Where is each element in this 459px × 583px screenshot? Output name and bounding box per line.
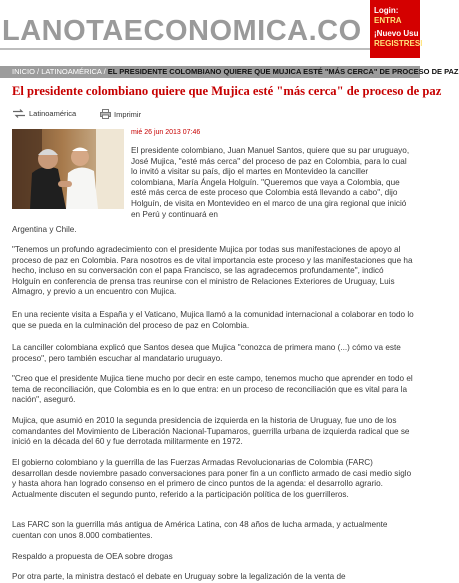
logo-divider <box>0 48 372 50</box>
section-subheading: Respaldo a propuesta de OEA sobre drogas <box>12 552 173 561</box>
entra-link[interactable]: ENTRA <box>374 16 402 25</box>
login-panel <box>370 0 423 58</box>
printer-icon <box>100 109 111 119</box>
breadcrumb-separator: / <box>101 67 108 76</box>
breadcrumb-inicio[interactable]: INICIO <box>12 67 35 76</box>
category-tool[interactable] <box>12 109 76 118</box>
breadcrumb-section[interactable]: LATINOAMÉRICA <box>41 67 102 76</box>
body-paragraph: Mujica, que asumió en 2010 la segunda presidencia de izquierda en la historia de Uruguay, fue uno de los comandantes del Movimiento de Liberación Nacional-Tupamaros, guerrilla urbana de izquierda radical que se inició en la década del 60 y fue derrotada militarmente en 1972. <box>12 416 410 447</box>
body-paragraph: En una reciente visita a España y el Vaticano, Mujica llamó a la comunidad internacional a colaborar en todo lo que se pueda en la culminación del proceso de paz en Colombia. <box>12 310 414 330</box>
article-photo <box>12 129 124 209</box>
nuevo-usuario-label: ¡Nuevo Usu <box>374 29 419 38</box>
article-title: El presidente colombiano quiere que Mujica esté "más cerca" de proceso de paz <box>12 84 442 98</box>
site-logo[interactable]: LANOTAECONOMICA.CO <box>2 15 362 47</box>
lead-paragraph-cont: Argentina y Chile. <box>12 225 77 234</box>
login-label: Login: <box>374 6 399 15</box>
article-date: mié 26 jun 2013 07:46 <box>131 129 201 136</box>
body-paragraph: "Tenemos un profundo agradecimiento con el presidente Mujica por todas sus manifestaciones de apoyo al proceso de paz en Colombia. Para nosotros es de vital importancia este proceso y las manifestaciones que ha hecho, incluso en su conversación con el papa Francisco, se las agradecemos profundamente", indicó Holguín en conferencia de prensa tras reunirse con el ministro de Relaciones Exteriores de Uruguay, Luis Almagro, y previo a un encuentro con Mujica. <box>12 245 413 297</box>
body-paragraph: La canciller colombiana explicó que Santos desea que Mujica "conozca de primera mano (...) cómo va este proceso", pero también escuchar al mandatario uruguayo. <box>12 343 401 363</box>
registrese-link[interactable]: REGISTRESI <box>374 39 423 48</box>
breadcrumb-current: EL PRESIDENTE COLOMBIANO QUIERE QUE MUJICA ESTÉ "MÁS CERCA" DE PROCESO DE PAZ <box>107 67 459 76</box>
lead-paragraph: El presidente colombiano, Juan Manuel Santos, quiere que su par uruguayo, José Mujica, "esté más cerca" del proceso de paz en Colombia, para lo cual lo invitó a visitar su país, dijo el martes en Montevideo la canciller colombiana, María Ángela Holguín. "Queremos que vaya a Colombia, que esté más cerca de este proceso que Colombia está llevando a cabo", dijo Holguín, de visita en Montevideo en el marco de una gira regional que inició en Perú y continuará en <box>131 146 410 219</box>
body-paragraph: Por otra parte, la ministra destacó el debate en Uruguay sobre la legalización de la venta de <box>12 572 346 581</box>
print-button[interactable] <box>100 109 141 119</box>
breadcrumb-separator: / <box>34 67 42 76</box>
category-tool-label: Latinoamérica <box>29 109 77 118</box>
print-label: Imprimir <box>114 109 142 119</box>
body-paragraph: El gobierno colombiano y la guerrilla de las Fuerzas Armadas Revolucionarias de Colombia (FARC) desarrollan desde noviembre pasado conversaciones para poner fin a un conflicto armado de casi medio siglo y hasta ahora han logrado consenso en el primero de cinco puntos de la agenda: el desarrollo agrario. Actualmente discuten el segundo punto, referido a la participación política de los guerrilleros. <box>12 458 412 499</box>
body-paragraph: Las FARC son la guerrilla más antigua de América Latina, con 48 años de lucha armada, y actualmente cuentan con unos 8.000 combatientes. <box>12 520 388 540</box>
breadcrumb <box>12 67 459 77</box>
site-header <box>0 0 423 62</box>
category-arrows-icon <box>12 109 26 118</box>
body-paragraph: "Creo que el presidente Mujica tiene mucho por decir en este campo, tenemos mucho que aprender en todo el tema de reconciliación, que Colombia es en lo que entra: en un proceso de reconciliación que es vital para la nación", aseguró. <box>12 374 413 405</box>
